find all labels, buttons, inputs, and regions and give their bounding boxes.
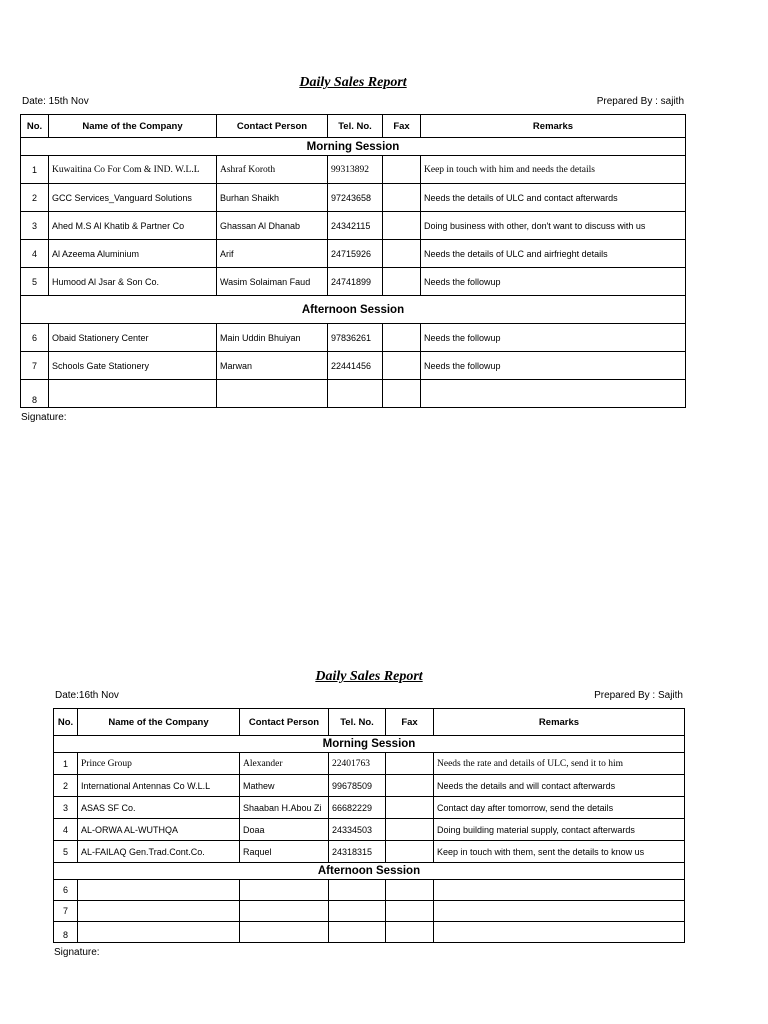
session-row bbox=[21, 296, 686, 324]
cell-fax bbox=[386, 922, 434, 943]
table-row bbox=[21, 240, 686, 268]
col-header-contact: Contact Person bbox=[217, 115, 328, 138]
cell-no: 8 bbox=[54, 922, 78, 943]
session-row bbox=[54, 736, 685, 753]
cell-remarks: Doing building material supply, contact afterwards bbox=[434, 819, 685, 841]
cell-remarks bbox=[434, 901, 685, 922]
cell-no: 4 bbox=[54, 819, 78, 841]
table-row bbox=[54, 841, 685, 863]
table-row bbox=[54, 901, 685, 922]
cell-remarks: Needs the details and will contact afterwards bbox=[434, 775, 685, 797]
table-row bbox=[54, 775, 685, 797]
cell-tel: 24741899 bbox=[328, 268, 383, 296]
col-header-contact: Contact Person bbox=[240, 709, 329, 736]
cell-no: 6 bbox=[54, 880, 78, 901]
cell-contact: Raquel bbox=[240, 841, 329, 863]
cell-company: International Antennas Co W.L.L bbox=[78, 775, 240, 797]
report-date: Date:16th Nov bbox=[55, 690, 119, 701]
cell-tel: 99678509 bbox=[329, 775, 386, 797]
cell-fax bbox=[383, 352, 421, 380]
cell-tel bbox=[329, 922, 386, 943]
cell-tel bbox=[329, 901, 386, 922]
cell-fax bbox=[386, 775, 434, 797]
sales-table bbox=[53, 708, 685, 943]
table-row bbox=[21, 156, 686, 184]
col-header-remarks: Remarks bbox=[434, 709, 685, 736]
cell-remarks: Needs the followup bbox=[421, 268, 686, 296]
cell-company: Prince Group bbox=[78, 753, 240, 775]
table-header-row bbox=[21, 115, 686, 138]
cell-company: Kuwaitina Co For Com & IND. W.L.L bbox=[49, 156, 217, 184]
cell-no: 6 bbox=[21, 324, 49, 352]
cell-contact: Ghassan Al Dhanab bbox=[217, 212, 328, 240]
session-row bbox=[54, 863, 685, 880]
cell-no: 4 bbox=[21, 240, 49, 268]
table-row bbox=[54, 753, 685, 775]
cell-contact bbox=[240, 922, 329, 943]
cell-remarks bbox=[421, 380, 686, 408]
cell-remarks: Keep in touch with him and needs the details bbox=[421, 156, 686, 184]
report-16-nov bbox=[53, 666, 685, 958]
cell-company: Obaid Stationery Center bbox=[49, 324, 217, 352]
cell-no: 1 bbox=[21, 156, 49, 184]
cell-company bbox=[78, 901, 240, 922]
cell-contact: Doaa bbox=[240, 819, 329, 841]
table-row bbox=[21, 352, 686, 380]
cell-company: GCC Services_Vanguard Solutions bbox=[49, 184, 217, 212]
table-row bbox=[21, 268, 686, 296]
signature-label: Signature: bbox=[21, 412, 67, 423]
cell-fax bbox=[386, 880, 434, 901]
col-header-remarks: Remarks bbox=[421, 115, 686, 138]
cell-no: 5 bbox=[54, 841, 78, 863]
table-row bbox=[54, 922, 685, 943]
cell-company: ASAS SF Co. bbox=[78, 797, 240, 819]
cell-company bbox=[78, 880, 240, 901]
cell-no: 7 bbox=[54, 901, 78, 922]
report-title: Daily Sales Report bbox=[299, 75, 407, 90]
cell-fax bbox=[386, 901, 434, 922]
table-row bbox=[54, 797, 685, 819]
cell-contact: Alexander bbox=[240, 753, 329, 775]
cell-no: 3 bbox=[54, 797, 78, 819]
cell-tel: 24342115 bbox=[328, 212, 383, 240]
cell-no: 3 bbox=[21, 212, 49, 240]
cell-tel: 97836261 bbox=[328, 324, 383, 352]
morning-session-label: Morning Session bbox=[54, 736, 685, 753]
cell-remarks: Needs the rate and details of ULC, send it to him bbox=[434, 753, 685, 775]
cell-company: Schools Gate Stationery bbox=[49, 352, 217, 380]
cell-company: AL-FAILAQ Gen.Trad.Cont.Co. bbox=[78, 841, 240, 863]
cell-tel: 24334503 bbox=[329, 819, 386, 841]
cell-no: 7 bbox=[21, 352, 49, 380]
cell-contact: Mathew bbox=[240, 775, 329, 797]
cell-remarks: Needs the details of ULC and contact afterwards bbox=[421, 184, 686, 212]
cell-contact: Shaaban H.Abou Zi bbox=[240, 797, 329, 819]
cell-tel: 97243658 bbox=[328, 184, 383, 212]
cell-fax bbox=[383, 212, 421, 240]
cell-contact bbox=[240, 901, 329, 922]
cell-contact: Arif bbox=[217, 240, 328, 268]
afternoon-session-label: Afternoon Session bbox=[21, 296, 686, 324]
report-15-nov bbox=[20, 72, 686, 423]
prepared-by: Prepared By : Sajith bbox=[594, 690, 683, 701]
cell-contact: Burhan Shaikh bbox=[217, 184, 328, 212]
morning-session-label: Morning Session bbox=[21, 138, 686, 156]
cell-contact: Ashraf Koroth bbox=[217, 156, 328, 184]
table-row bbox=[21, 380, 686, 408]
cell-tel: 22441456 bbox=[328, 352, 383, 380]
cell-contact: Main Uddin Bhuiyan bbox=[217, 324, 328, 352]
cell-fax bbox=[383, 324, 421, 352]
cell-no: 2 bbox=[54, 775, 78, 797]
cell-fax bbox=[383, 156, 421, 184]
cell-fax bbox=[386, 841, 434, 863]
cell-tel bbox=[328, 380, 383, 408]
cell-contact bbox=[240, 880, 329, 901]
table-row bbox=[21, 184, 686, 212]
cell-fax bbox=[386, 819, 434, 841]
report-meta bbox=[53, 688, 685, 708]
cell-company bbox=[78, 922, 240, 943]
table-header-row bbox=[54, 709, 685, 736]
report-meta bbox=[20, 94, 686, 114]
col-header-tel: Tel. No. bbox=[328, 115, 383, 138]
cell-tel: 24318315 bbox=[329, 841, 386, 863]
cell-remarks: Needs the followup bbox=[421, 352, 686, 380]
table-row bbox=[21, 324, 686, 352]
cell-fax bbox=[383, 268, 421, 296]
cell-contact: Marwan bbox=[217, 352, 328, 380]
col-header-company: Name of the Company bbox=[49, 115, 217, 138]
cell-remarks: Keep in touch with them, sent the details to know us bbox=[434, 841, 685, 863]
cell-remarks: Contact day after tomorrow, send the details bbox=[434, 797, 685, 819]
cell-company: Ahed M.S Al Khatib & Partner Co bbox=[49, 212, 217, 240]
cell-contact: Wasim Solaiman Faud bbox=[217, 268, 328, 296]
prepared-by: Prepared By : sajith bbox=[596, 96, 684, 107]
cell-fax bbox=[383, 380, 421, 408]
sales-table bbox=[20, 114, 686, 408]
cell-fax bbox=[383, 184, 421, 212]
cell-company: Al Azeema Aluminium bbox=[49, 240, 217, 268]
col-header-no: No. bbox=[21, 115, 49, 138]
afternoon-session-label: Afternoon Session bbox=[54, 863, 685, 880]
cell-no: 5 bbox=[21, 268, 49, 296]
cell-no: 8 bbox=[21, 380, 49, 408]
cell-remarks bbox=[434, 922, 685, 943]
cell-tel: 22401763 bbox=[329, 753, 386, 775]
cell-fax bbox=[386, 797, 434, 819]
cell-tel bbox=[329, 880, 386, 901]
cell-remarks: Needs the followup bbox=[421, 324, 686, 352]
cell-tel: 99313892 bbox=[328, 156, 383, 184]
cell-company: Humood Al Jsar & Son Co. bbox=[49, 268, 217, 296]
cell-no: 1 bbox=[54, 753, 78, 775]
report-date: Date: 15th Nov bbox=[22, 96, 89, 107]
col-header-company: Name of the Company bbox=[78, 709, 240, 736]
cell-company: AL-ORWA AL-WUTHQA bbox=[78, 819, 240, 841]
table-row bbox=[54, 880, 685, 901]
cell-fax bbox=[386, 753, 434, 775]
cell-remarks: Needs the details of ULC and airfrieght details bbox=[421, 240, 686, 268]
session-row bbox=[21, 138, 686, 156]
cell-no: 2 bbox=[21, 184, 49, 212]
cell-remarks bbox=[434, 880, 685, 901]
signature-label: Signature: bbox=[54, 947, 100, 958]
col-header-fax: Fax bbox=[386, 709, 434, 736]
table-row bbox=[54, 819, 685, 841]
col-header-no: No. bbox=[54, 709, 78, 736]
cell-remarks: Doing business with other, don't want to discuss with us bbox=[421, 212, 686, 240]
col-header-tel: Tel. No. bbox=[329, 709, 386, 736]
cell-fax bbox=[383, 240, 421, 268]
cell-tel: 24715926 bbox=[328, 240, 383, 268]
cell-contact bbox=[217, 380, 328, 408]
col-header-fax: Fax bbox=[383, 115, 421, 138]
report-title: Daily Sales Report bbox=[315, 669, 423, 684]
cell-company bbox=[49, 380, 217, 408]
table-row bbox=[21, 212, 686, 240]
cell-tel: 66682229 bbox=[329, 797, 386, 819]
